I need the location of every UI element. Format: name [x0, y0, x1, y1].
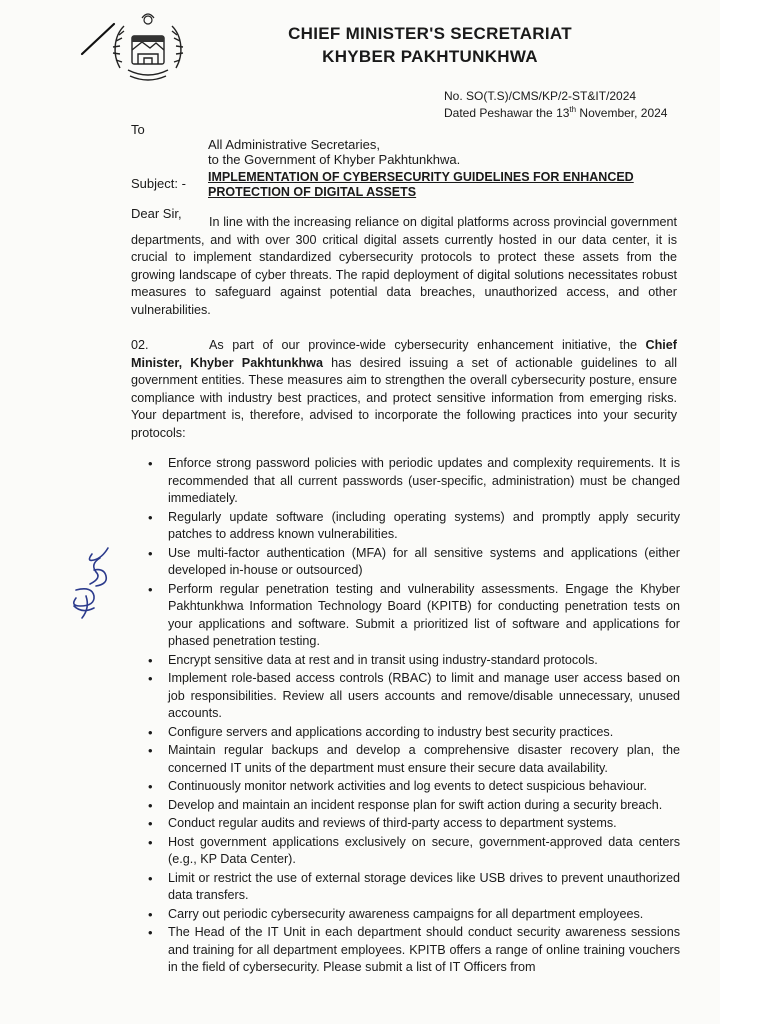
paragraph-2 — [131, 337, 677, 442]
guideline-text: Encrypt sensitive data at rest and in transit using industry-standard protocols. — [168, 652, 598, 667]
salutation: Dear Sir, — [131, 206, 182, 221]
guideline-text: Conduct regular audits and reviews of third-party access to department systems. — [168, 816, 617, 830]
guideline-item — [148, 509, 680, 544]
guideline-item — [148, 581, 680, 651]
letterhead-line-1: CHIEF MINISTER'S SECRETARIAT — [288, 24, 572, 43]
guideline-text: Continuously monitor network activities and log events to detect suspicious behaviour. — [168, 779, 647, 793]
bullet-icon: • — [148, 581, 153, 597]
date-suffix-sup: th — [569, 105, 577, 114]
paragraph-2-intro: As part of our province-wide cybersecurity enhancement initiative, the — [209, 338, 637, 352]
bullet-icon: • — [148, 652, 153, 668]
guideline-item — [148, 742, 680, 777]
date-month-year: November, 2024 — [576, 106, 668, 120]
bullet-icon: • — [148, 834, 153, 850]
guideline-text: Develop and maintain an incident response plan for swift action during a security breach. — [168, 797, 663, 812]
guideline-text: Use multi-factor authentication (MFA) for all sensitive systems and applications (either developed in-house or outsourced) — [168, 545, 680, 577]
guideline-text: Regularly update software (including operating systems) and promptly apply security patches to address known vulnerabilities. — [168, 509, 680, 541]
guidelines-list — [148, 455, 680, 978]
bullet-icon: • — [148, 743, 153, 758]
paragraph-1: In line with the increasing reliance on digital platforms across provincial government departments, and with over 300 critical digital assets currently hosted in our data center, it is crucial to implement standardized cybersecurity protocols to protect these assets from the growing landscape of cyber threats. The rapid deployment of digital solutions necessitates robust measures to safeguard against potential data breaches, unauthorized access, and other vulnerabilities. — [131, 215, 677, 317]
to-label: To — [131, 122, 145, 137]
addressee-line-2: to the Government of Khyber Pakhtunkhwa. — [208, 152, 461, 167]
government-emblem-icon — [108, 10, 188, 88]
subject-label: Subject: - — [131, 176, 186, 191]
guideline-item — [148, 724, 680, 742]
guideline-item — [148, 797, 680, 815]
bullet-icon: • — [148, 816, 153, 831]
guideline-text: Perform regular penetration testing and vulnerability assessments. Engage the Khyber Pakhtunkhwa Information Technology Board (KPITB) for conducting penetration tests on your applications and software. Submit a prioritized list of software and applications for phased penetration testing. — [168, 581, 680, 648]
bullet-icon: • — [148, 870, 153, 886]
guideline-text: Maintain regular backups and develop a comprehensive disaster recovery plan, the concerned IT units of the department must ensure their secure data availability. — [168, 743, 680, 775]
letterhead-title — [240, 22, 620, 68]
pen-mark — [80, 22, 116, 56]
bullet-icon: • — [148, 925, 153, 940]
addressee-block — [208, 137, 460, 167]
guideline-text: Host government applications exclusively on secure, government-approved data centers (e.g., KP Data Center). — [168, 834, 680, 866]
guideline-item — [148, 815, 680, 833]
bullet-icon: • — [148, 779, 153, 794]
guideline-text: Configure servers and applications according to industry best security practices. — [168, 724, 614, 739]
paragraph-2-bold: Chief Minister, Khyber Pakhtunkhwa — [131, 338, 677, 370]
bullet-icon: • — [148, 906, 153, 922]
guideline-item — [148, 670, 680, 723]
guideline-text: Implement role-based access controls (RBAC) to limit and manage user access based on job responsibilities. Review all users accounts and remove/disable unnecessary, unused accounts. — [168, 671, 680, 720]
guideline-item — [148, 778, 680, 796]
bullet-icon: • — [148, 724, 153, 740]
bullet-icon: • — [148, 797, 153, 813]
guideline-text: Carry out periodic cybersecurity awareness campaigns for all department employees. — [168, 906, 644, 921]
subject-text: IMPLEMENTATION OF CYBERSECURITY GUIDELINES FOR ENHANCED PROTECTION OF DIGITAL ASSETS — [208, 170, 634, 199]
guideline-text: Enforce strong password policies with periodic updates and complexity requirements. It is recommended that all current passwords (user-specific, administration) must be changed immediately. — [168, 456, 680, 505]
guideline-item — [148, 545, 680, 580]
addressee-line-1: All Administrative Secretaries, — [208, 137, 380, 152]
guideline-item — [148, 455, 680, 508]
guideline-item — [148, 834, 680, 869]
bullet-icon: • — [148, 545, 153, 561]
guideline-item — [148, 906, 680, 924]
guideline-text: Limit or restrict the use of external storage devices like USB drives to prevent unauthorized data transfers. — [168, 870, 680, 902]
bullet-icon: • — [148, 456, 153, 471]
reference-block — [444, 89, 667, 120]
paragraph-2-rest: has desired issuing a set of actionable guidelines to all government entities. These measures aim to strengthen the overall cybersecurity posture, ensure compliance with industry best practices, and protect sensitive information from emerging risks. Your department is, therefore, advised to incorporate the following practices into your security protocols: — [131, 355, 678, 440]
date-prefix: Dated Peshawar the 13 — [444, 106, 570, 120]
reference-number: No. SO(T.S)/CMS/KP/2-ST&IT/2024 — [444, 89, 637, 103]
guideline-item — [148, 870, 680, 905]
guideline-item — [148, 924, 680, 977]
guideline-item — [148, 652, 680, 670]
guideline-text: The Head of the IT Unit in each department should conduct security awareness sessions and training for all department employees. KPITB offers a range of online training vouchers in the field of cybersecurity. Please submit a list of IT Officers from — [168, 925, 680, 974]
letterhead-line-2: KHYBER PAKHTUNKHWA — [322, 47, 538, 66]
page-margin — [720, 0, 768, 1024]
bullet-icon: • — [148, 671, 153, 686]
handwritten-signature — [64, 540, 124, 624]
reference-date — [444, 103, 667, 120]
bullet-icon: • — [148, 509, 153, 525]
paragraph-number: 02. — [131, 338, 149, 352]
